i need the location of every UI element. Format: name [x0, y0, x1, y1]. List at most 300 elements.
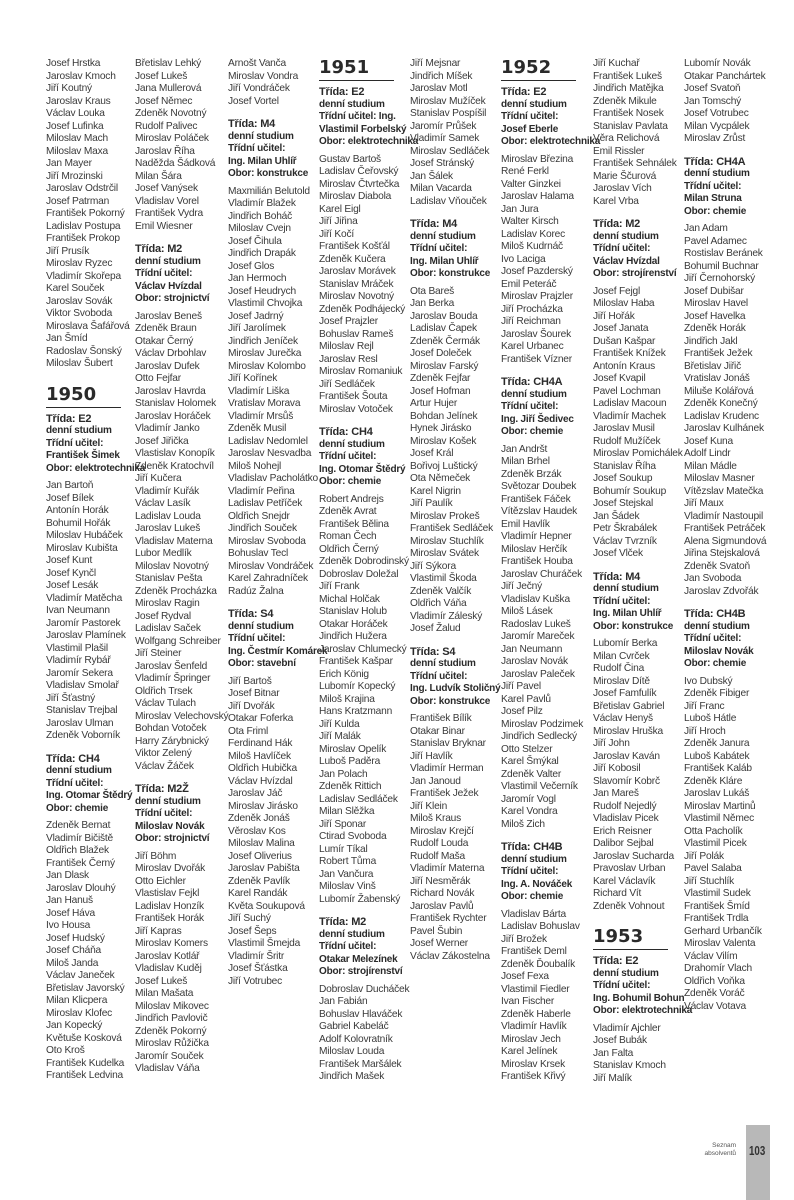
graduate-name: Jaroslav Jáč [228, 788, 283, 799]
class-header [501, 841, 600, 904]
graduate-name: Zdeněk Procházka [135, 585, 217, 597]
graduate-name: Jindřich Sedlecký [501, 731, 577, 742]
graduate-name: Vlastislav Fejkl [135, 888, 200, 899]
name-list [593, 638, 692, 913]
graduate-name: Miroslav Poláček [135, 133, 209, 144]
study-mode: denní studium [593, 230, 659, 242]
graduate-name: Miroslav Košek [410, 435, 477, 447]
graduate-name: Otakar Binar [410, 725, 465, 737]
graduate-name: Miroslav Farský [410, 360, 479, 372]
graduate-name: Radoslav Lukeš [501, 618, 571, 630]
study-mode: denní studium [684, 620, 750, 632]
graduate-name: Miloslav Mikovec [135, 1000, 209, 1012]
graduate-name: Zdeněk Ďoubalík [501, 958, 576, 970]
graduate-name: Stanislav Trejbal [46, 705, 118, 716]
graduate-name: Jindřich Jakl [684, 335, 738, 347]
graduate-name: Lubomír Novák [684, 58, 751, 69]
class-header [46, 413, 145, 476]
graduate-name: Jiří Frank [319, 581, 360, 592]
graduate-name: Rudolf Maša [410, 850, 465, 862]
graduate-name: Karel Vondra [501, 806, 558, 817]
graduate-name: Vladimír Materna [410, 863, 485, 874]
graduate-name: František Ledvina [46, 1070, 124, 1081]
spacer [410, 208, 500, 218]
graduate-name: Zdeněk Konečný [684, 398, 758, 409]
graduate-name: Jan Polach [319, 768, 368, 780]
field-of-study: Obor: konstrukce [410, 268, 491, 279]
graduate-name: Pavel Šubin [410, 925, 463, 937]
teacher-name: Ing. Otomar Štědrý [319, 463, 406, 475]
graduate-name: Jan Tomschý [684, 95, 742, 107]
graduate-name: Ivan Neumann [46, 605, 110, 616]
graduate-name: Jiří Paulík [410, 498, 453, 509]
graduate-name: Světozar Doubek [501, 481, 577, 492]
graduate-name: Josef Pazderský [501, 266, 573, 277]
graduate-name: Emil Havlík [501, 518, 550, 530]
graduate-name: Jaroslav Pabišta [228, 863, 300, 874]
graduate-name: Jiří Procházka [501, 303, 563, 315]
graduate-name: Ota Friml [228, 725, 269, 737]
graduate-name: Josef Oliverius [228, 850, 292, 862]
graduate-name: Lubomír Žabenský [319, 893, 401, 905]
graduate-name: Zdeněk Kučera [319, 253, 386, 265]
graduate-name: Vladislav Materna [135, 535, 213, 547]
graduate-name: Josef Šeps [228, 925, 277, 937]
graduate-name: Jaroslav Beneš [135, 310, 202, 322]
graduate-name: Vlastimil Večerník [501, 781, 578, 792]
graduate-name: Jaromír Mareček [501, 631, 575, 642]
graduate-name: Bohumil Hořák [46, 517, 111, 529]
teacher-label: Třídní učitel: [684, 633, 742, 644]
graduate-name: Josef Lukeš [135, 975, 188, 987]
graduate-name: Jindřich Drapák [228, 248, 296, 259]
graduate-name: Květa Soukupová [228, 900, 305, 912]
graduate-name: Jiří Bartoš [228, 675, 272, 687]
graduate-name: Ladislav Čapek [410, 323, 477, 334]
graduate-name: Vladimír Špringer [135, 673, 211, 684]
graduate-name: Milan Šára [135, 170, 182, 182]
graduate-name: Josef Heudrych [228, 285, 296, 297]
graduate-name: Jiří Malík [593, 1072, 632, 1084]
graduate-name: Richard Vít [593, 888, 642, 899]
graduate-name: Josef Němec [135, 95, 193, 107]
name-list [319, 154, 418, 417]
graduate-name: Miloslav Herčík [501, 543, 568, 555]
teacher-label: Třídní učitel: [593, 595, 651, 607]
graduate-name: Břetislav Javorský [46, 982, 125, 994]
column-7 [593, 58, 692, 1085]
graduate-name: Jaroslav Motl [410, 83, 468, 94]
name-list [410, 713, 500, 963]
field-of-study: Obor: konstrukce [410, 695, 491, 707]
graduate-name: Wolfgang Schreiber [135, 635, 221, 647]
study-mode: denní studium [228, 130, 294, 142]
year-heading: 1952 [501, 58, 576, 81]
class-title: Třída: M4 [228, 118, 276, 130]
teacher-name: Otakar Melezínek [319, 953, 398, 965]
teacher-label: Třídní učitel: [135, 808, 193, 819]
graduate-name: Jiří Nesměrák [410, 875, 471, 887]
graduate-name: Zdeněk Rittich [319, 781, 382, 792]
teacher-name: Miloslav Novák [135, 820, 205, 832]
graduate-name: Jaroslav Horáček [135, 410, 211, 422]
graduate-name: Miroslav Vondra [228, 70, 299, 82]
teacher-name: Václav Hvízdal [135, 280, 202, 292]
graduate-name: Vítězslav Haudek [501, 506, 578, 517]
study-mode: denní studium [46, 765, 112, 776]
field-of-study: Obor: chemie [501, 891, 564, 902]
graduate-name: Lubomír Berka [593, 638, 658, 649]
graduate-name: Jan Adam [684, 223, 728, 234]
study-mode: denní studium [135, 795, 201, 807]
graduate-name: Oldřich Snejdr [228, 510, 290, 522]
graduate-name: Josef Janata [593, 323, 649, 334]
graduate-name: Václav Zákostelna [410, 950, 490, 962]
section-label [705, 1142, 736, 1158]
graduate-name: Jaroslav Nesvadba [228, 448, 312, 459]
graduate-name: Emil Rissler [593, 145, 645, 157]
graduate-name: František Kaláb [684, 763, 752, 774]
graduate-name: Miroslav Mužíček [410, 95, 486, 107]
graduate-name: Josef Jiřička [135, 435, 189, 447]
graduate-name: Josef Votrubec [684, 108, 749, 119]
field-of-study: Obor: strojírenství [319, 966, 403, 977]
graduate-name: Radoslav Šonský [46, 345, 122, 357]
graduate-name: Jiří Kořínek [228, 373, 278, 384]
class-title: Třída: CH4B [501, 841, 563, 853]
teacher-label: Třídní učitel: [319, 451, 377, 462]
graduate-name: Miloš Nohejl [228, 460, 282, 472]
graduate-name: Jaromír Sekera [46, 667, 113, 679]
graduate-name: Adolf Kolovratník [319, 1033, 393, 1045]
field-of-study: Obor: chemie [319, 476, 382, 487]
name-list [46, 820, 145, 1083]
graduate-name: Jiří Sýkora [410, 560, 456, 572]
graduate-name: Stanislav Kmoch [593, 1060, 666, 1071]
graduate-name: Zdeněk Pokorný [135, 1025, 207, 1037]
graduate-name: Vlastimil Plašil [46, 642, 108, 654]
graduate-name: Jaroslav Šourek [501, 328, 572, 340]
graduate-name: František Knížek [593, 348, 666, 359]
spacer [319, 416, 418, 426]
graduate-name: Jan Fabián [319, 996, 368, 1007]
study-mode: denní studium [501, 853, 567, 865]
graduate-name: Vladimír Herman [410, 763, 484, 774]
graduate-name: Josef Rydval [135, 610, 191, 622]
graduate-name: Vladislav Picek [593, 813, 659, 824]
graduate-name: Jiří Prusík [46, 245, 90, 257]
graduate-name: Jaroslav Vích [593, 183, 652, 194]
class-title: Třída: CH4 [319, 426, 373, 438]
class-header [410, 646, 500, 709]
graduate-name: Gabriel Kabeláč [319, 1021, 389, 1032]
graduate-name: František Kudelka [46, 1057, 125, 1069]
name-list [501, 444, 600, 832]
graduate-name: Jiří Ječný [501, 581, 543, 592]
graduate-name: Vlastimil Fiedler [501, 983, 570, 995]
field-of-study: Obor: chemie [684, 205, 747, 217]
class-header [593, 218, 692, 281]
graduate-name: Jaromír Průšek [410, 120, 477, 132]
graduate-name: Josef Pilz [501, 706, 543, 717]
graduate-name: Miroslav Zrůst [684, 133, 746, 144]
graduate-name: Josef Bubák [593, 1035, 647, 1046]
graduate-name: Zdeněk Novotný [135, 108, 207, 119]
field-of-study: Obor: strojnictví [135, 833, 210, 844]
graduate-name: Vladimír Skořepa [46, 270, 121, 282]
class-header [135, 783, 228, 846]
graduate-name: Vlastimil Škoda [410, 573, 477, 584]
graduate-name: Zdeněk Janura [684, 738, 750, 749]
graduate-name: Artur Hujer [410, 398, 458, 409]
graduate-name: Luboš Kabátek [684, 750, 750, 762]
graduate-name: Miroslav Svoboda [228, 535, 306, 547]
graduate-name: Miroslav Kolombo [228, 360, 306, 372]
graduate-name: Milan Vacarda [410, 183, 472, 194]
graduate-name: František Sedláček [410, 523, 494, 534]
graduate-name: Jiří Kulda [319, 718, 360, 730]
teacher-label: Třídní učitel: [46, 777, 104, 789]
graduate-name: Stanislav Pospíšil [410, 108, 487, 119]
study-mode: denní studium [684, 168, 750, 179]
class-title: Třída: M2 [319, 916, 367, 928]
class-title: Třída: E2 [501, 86, 547, 98]
name-list [684, 223, 766, 598]
teacher-label: Třídní učitel: [410, 670, 468, 682]
graduate-name: Ivo Laciga [501, 253, 546, 265]
study-mode: denní studium [319, 438, 385, 450]
teacher-name: Milan Struna [684, 193, 742, 204]
graduate-name: Jiří Sedláček [319, 378, 375, 390]
graduate-name: Jaroslav Havrda [135, 385, 206, 397]
graduate-name: Václav Tulach [135, 698, 196, 709]
class-title: Třída: E2 [319, 86, 365, 98]
graduate-name: Vratislav Morava [228, 398, 301, 409]
teacher-name: Václav Hvízdal [593, 255, 660, 267]
graduate-name: Ivan Fischer [501, 996, 555, 1007]
graduate-name: Jan Janoud [410, 775, 461, 787]
graduate-name: Břetislav Lehký [135, 58, 202, 69]
graduate-name: Jiří Maux [684, 498, 724, 509]
field-of-study: Obor: elektrotechnika [501, 136, 601, 147]
graduate-name: Vlastimil Sudek [684, 888, 751, 899]
name-list [593, 1023, 692, 1086]
graduate-name: Miroslav Hruška [593, 725, 664, 737]
graduate-name: Zdeněk Valčík [410, 585, 472, 597]
graduate-name: Walter Kirsch [501, 216, 559, 227]
spacer [593, 913, 692, 927]
column-1 [46, 58, 145, 1083]
graduate-name: Vladislav Bárta [501, 908, 566, 920]
graduate-name: Karel Václavík [593, 875, 656, 887]
graduate-name: Jaroslav Pavlů [410, 900, 474, 912]
graduate-name: Josef Háva [46, 907, 95, 919]
field-of-study: Obor: chemie [46, 802, 109, 814]
graduate-name: Arnošt Vanča [228, 58, 287, 69]
spacer [46, 743, 145, 753]
graduate-name: Roman Čech [319, 531, 377, 542]
graduate-name: Miroslav Valenta [684, 938, 756, 949]
graduate-name: Jiří Mejsnar [410, 58, 461, 69]
column-8 [684, 58, 766, 1013]
graduate-name: Luboš Hátle [684, 713, 737, 724]
graduate-name: Josef Kynčl [46, 567, 96, 579]
graduate-name: Jaroslav Halama [501, 191, 574, 202]
name-list [135, 58, 228, 233]
teacher-name: Ing. Otomar Štědrý [46, 790, 133, 801]
graduate-name: Milan Cvrček [593, 650, 650, 662]
study-mode: denní studium [319, 928, 385, 940]
graduate-name: Bohumil Buchnar [684, 260, 759, 272]
graduate-name: Vladimír Janko [135, 423, 200, 434]
spacer [684, 598, 766, 608]
graduate-name: Milan Slěžka [319, 806, 375, 817]
page-tab [746, 1125, 770, 1200]
class-title: Třída: E2 [46, 412, 92, 425]
study-mode: denní studium [410, 230, 476, 242]
graduate-name: Viktor Svoboda [46, 308, 113, 319]
graduate-name: Vladimír Ajchler [593, 1022, 661, 1034]
graduate-name: Otakar Horáček [319, 618, 388, 630]
graduate-name: Jaroslav Kotlář [135, 950, 200, 962]
graduate-name: Jiří Klein [410, 800, 448, 812]
graduate-name: Jaroslav Kmoch [46, 70, 116, 82]
class-title: Třída: S4 [410, 645, 456, 658]
graduate-name: Josef Vlček [593, 548, 643, 559]
graduate-name: Vladislav Pacholátko [228, 473, 319, 484]
graduate-name: Zdeněk Mikule [593, 95, 657, 107]
class-header [46, 753, 145, 816]
graduate-name: František Šmíd [684, 900, 750, 912]
graduate-name: František Sehnálek [593, 158, 677, 169]
class-header [410, 218, 500, 281]
teacher-label: Třídní učitel: [501, 866, 559, 877]
graduate-name: Rostislav Beránek [684, 248, 763, 259]
graduate-name: Jan Berka [410, 298, 455, 309]
graduate-name: Miroslav Čtvrtečka [319, 178, 400, 190]
graduate-name: Karel Šmýkal [501, 756, 559, 767]
graduate-name: Ota Němeček [410, 473, 471, 484]
graduate-name: Jaroslav Dufek [135, 360, 200, 372]
graduate-name: František Deml [501, 946, 567, 957]
graduate-name: Pavel Salaba [684, 863, 742, 874]
graduate-name: Zdeněk Haberle [501, 1008, 571, 1020]
graduate-name: Miloslav Novotný [135, 560, 209, 572]
graduate-name: Otakar Panchártek [684, 70, 766, 82]
graduate-name: Josef Doleček [410, 348, 472, 359]
graduate-name: Miloš Kraus [410, 813, 462, 824]
name-list [593, 286, 692, 561]
teacher-label: Třídní učitel: [228, 143, 286, 154]
graduate-name: Vítězslav Matečka [684, 485, 764, 497]
graduate-name: Harry Zárybnický [135, 735, 209, 747]
section-label-line-1: Seznam [712, 1142, 736, 1149]
graduate-name: Miloš Lásek [501, 606, 553, 617]
graduate-name: Robert Tůma [319, 856, 377, 867]
graduate-name: Jaroslav Kraus [46, 95, 111, 107]
graduate-name: Jaromír Souček [135, 1050, 204, 1062]
graduate-name: Ladislav Bohuslav [501, 921, 580, 932]
graduate-name: Drahomír Vlach [684, 963, 752, 974]
graduate-name: Vladislav Váňa [135, 1063, 200, 1074]
graduate-name: Vladimír Matěcha [46, 592, 123, 604]
class-title: Třída: CH4A [501, 376, 563, 388]
name-list [593, 58, 692, 208]
graduate-name: Jindřich Souček [228, 523, 297, 534]
graduate-name: Dobroslav Doležal [319, 568, 399, 580]
graduate-name: František Pokorný [46, 208, 125, 219]
column-5 [410, 58, 500, 963]
spacer [684, 146, 766, 156]
graduate-name: Jiří Mrozinski [46, 170, 103, 182]
graduate-name: Luboš Paděra [319, 756, 381, 767]
graduate-name: Jiří Kapras [135, 925, 182, 937]
graduate-name: Jaroslav Lukeš [135, 523, 201, 534]
class-header [228, 118, 327, 181]
graduate-name: Zdeněk Horák [684, 323, 746, 334]
graduate-name: Vladislav Smolař [46, 680, 119, 691]
graduate-name: Rudolf Louda [410, 838, 469, 849]
graduate-name: Jiří Suchý [228, 913, 271, 924]
graduate-name: Antonín Horák [46, 505, 109, 516]
graduate-name: Miloslav Rejl [319, 341, 374, 352]
teacher-label: Třídní učitel: [501, 401, 559, 412]
name-list [684, 58, 766, 146]
graduate-name: Jaroslav Sucharda [593, 850, 674, 862]
graduate-name: Miroslav Prokeš [410, 510, 480, 522]
study-mode: denní studium [228, 620, 294, 632]
page-number: 103 [749, 1143, 766, 1158]
graduate-name: Viktor Zelený [135, 748, 192, 759]
graduate-name: Oldřich Černý [319, 543, 379, 555]
graduate-name: Jaroslav Odstrčil [46, 183, 118, 194]
name-list [684, 676, 766, 1014]
graduate-name: Ivo Housa [46, 920, 91, 931]
graduate-name: Rudolf Nejedlý [593, 800, 657, 812]
graduate-name: Josef Šťástka [228, 963, 288, 974]
graduate-name: Miroslav Jurečka [228, 348, 302, 359]
graduate-name: Erich Reisner [593, 825, 652, 837]
teacher-label: Třídní učitel: Ing. [319, 111, 396, 122]
graduate-name: Rudolf Čina [593, 663, 645, 674]
field-of-study: Obor: konstrukce [593, 620, 674, 632]
graduate-name: Vlastimil Picek [684, 838, 747, 849]
graduate-name: Jiří Kučera [135, 473, 182, 484]
graduate-name: Jaroslav Sovák [46, 295, 113, 307]
graduate-name: Otto Stelzer [501, 743, 553, 755]
graduate-name: František Bílík [410, 713, 472, 724]
graduate-name: Miroslav Romaniuk [319, 366, 403, 377]
graduate-name: Miroslav Jirásko [228, 800, 298, 812]
graduate-name: Jan Mayer [46, 158, 92, 169]
graduate-name: Antonín Kraus [593, 360, 655, 372]
graduate-name: Dalibor Sejbal [593, 838, 654, 849]
study-mode: denní studium [410, 658, 476, 669]
graduate-name: Jiří Havlík [410, 750, 453, 762]
class-title: Třída: M2Ž [135, 783, 189, 795]
graduate-name: Milan Mašata [135, 988, 194, 999]
year-heading: 1953 [593, 927, 668, 950]
teacher-label: Třídní učitel: [593, 980, 651, 991]
graduate-name: Josef Patrman [46, 195, 110, 207]
field-of-study: Obor: konstrukce [228, 168, 309, 179]
graduate-name: Naděžda Šádková [135, 158, 216, 169]
spacer [593, 208, 692, 218]
graduate-name: Miloslav Masner [684, 473, 755, 484]
graduate-name: Jiří John [593, 738, 630, 749]
graduate-name: Jaroslav Šenfeld [135, 660, 208, 672]
graduate-name: Emil Peteráč [501, 278, 557, 290]
